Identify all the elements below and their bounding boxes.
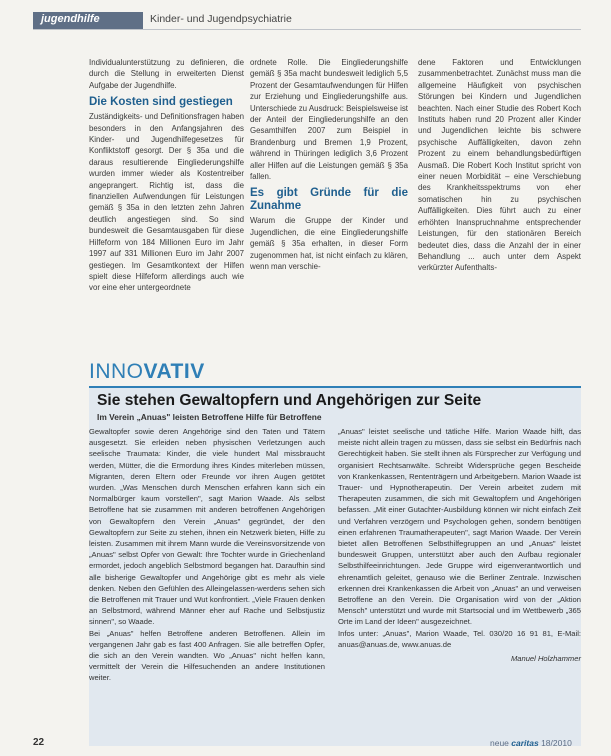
section-subtitle: Kinder- und Jugendpsychiatrie [150,13,292,25]
box-column-left [89,426,325,684]
article-paragraph: Zuständigkeits- und Definitionsfragen haben besonders in den Anfangsjahren des Kinder- und Jugendhilfegesetzes für Konfliktstoff gesorgt. Der § 35a und die daraus resultierende Eingliederungshilfe wurden immer wieder als Kostentreiber angeprangert. Richtig ist, dass die finanziellen Aufwendungen für Leistungen gemäß § 35a in den letzten zehn Jahren deutlich angestiegen sind. So sind bundesweit die Gesamtausgaben für diese Hilfeform von 184 Millionen Euro im Jahr 1997 auf 331 Millionen Euro im Jahr 2007 gestiegen. Im Gesamtkontext der Hilfen spielt diese Hilfeform allerdings auch wie vor eine eher untergeordnete [89,112,244,293]
section-tab [33,12,143,29]
publication-issue: 18/2010 [538,738,572,748]
section-tab-label: jugendhilfe [41,13,100,25]
publication-prefix: neue [490,738,512,748]
box-paragraph: Bei „Anuas" helfen Betroffene anderen Betroffenen. Allein im vergangenen Jahr gab es fast 400 Anfragen. Sie alle betreffen Opfer, die sich an den Verein wandten. Wo „Anuas" nicht helfen kann, vermittelt der Verein die Hilfesuchenden an andere Institutionen weiter. [89,628,325,683]
article-column-3 [418,57,581,274]
article-heading-reasons: Es gibt Gründe für die Zunahme [250,187,408,213]
box-paragraph: Gewaltopfer sowie deren Angehörige sind den Taten und Tätern ausgesetzt. Sie erleiden neben physischen Verletzungen auch seelische Traumata: Kinder, die viele hundert Mal missbraucht werden, Mütter, die die Ermordung ihres Kindes miterleben müssen, Migranten, deren Eltern oder Freunde vor ihren Augen getötet wurden. „Was Menschen durch Menschen erfahren kann sich ein Normalbürger kaum vorstellen", sagt Marion Waade. Als selbst Betroffene hat sie zusammen mit anderen betroffenen Angehörigen von Gewaltopfern den Verein „Anuas" gegründet, der den Gewaltopfern zur Seite zu stehen, ihnen ein Netzwerk bieten, Hilfe zu leisten. Zusammen mit ihrem Mann wurde die Vereinsvorsitzende von „Anuas" selbst Opfer von Gewalt: Ihre Tochter wurde in Griechenland ermordet, jedoch angeblich Selbstmord begangen hat. Daraufhin sind alle bisherige Gewaltopfer und Angehörige gibt es mehr als viele denken. Neben den Gefühlen des Alleingelassen-werdens sehen sich die Betroffenen mit Trauer und Wut konfrontiert. „Viele Frauen denken an Selbstmord, während Männer eher auf Rache und Selbstjustiz sinnen", so Waade. [89,427,325,627]
article-paragraph: Warum die Gruppe der Kinder und Jugendlichen, die eine Eingliederungshilfe gemäß § 35a erhalten, in dieser Form zugenommen hat, ist nicht einfach zu klären, wenn man verschie- [250,216,408,272]
article-paragraph: dene Faktoren und Entwicklungen zusammenbetrachtet. Zunächst muss man die allgemeine Häufigkeit von psychischen Störungen bei Kindern und Jugendlichen beachten. Nach einer Studie des Robert Koch Instituts haben rund 20 Prozent aller Kinder und Jugendlichen leichte bis schwere psychische Auffälligkeiten, davon zehn Prozent zu einem behandlungsbedürftigen Ausmaß. Die Robert Koch Institut spricht von einer neuen Morbidität – eine Verschiebung des Krankheitsspektrums von eher somatischen hin zu psychischen Auffälligkeiten. Dies führt auch zu einer erhöhten Inanspruchnahme entsprechender Leistungen, für den stationären Bereich bedeutet dies, dass die Anzahl der in einer Behandlung ... auch unter dem Aspekt verkürzter Aufenthalts- [418,58,581,273]
article-intro-text: Individualunterstützung zu definieren, die durch die Stellung in erweiterten Dienst Aufgabe der Jugendhilfe. [89,58,244,90]
header-divider [33,29,581,30]
article-paragraph: ordnete Rolle. Die Eingliederungshilfe gemäß § 35a macht bundesweit lediglich 5,5 Prozent der Gesamtaufwendungen für Hilfen zur Erziehung und Eingliederungshilfe aus. Unterschiede zu Ausdruck: Beispielsweise ist der Anteil der Eingliederungshilfe an den Gesamthilfen 2007 zum Beispiel in Brandenburg und Bremen 1,9 Prozent, während in Thüringen lediglich 3,6 Prozent aller Hilfen auf die Leistungen gemäß § 35a fallen. [250,58,408,182]
innovativ-label [89,360,205,384]
innovativ-prefix: INNO [89,360,144,383]
article-column-1 [89,57,244,294]
innovativ-suffix: VATIV [143,360,205,383]
box-paragraph: „Anuas" leistet seelische und tätliche Hilfe. Marion Waade hilft, das meiste nicht allein tragen zu müssen, dass sie selbst ein Bedürfnis nach Gerechtigkeit haben. Sie stellt ihnen als Fürsprecher zur Verfügung und organisiert Rechtsanwälte. Schreibt Widersprüche gegen Bescheide von Krankenkassen, Rententrägern und Arbeitgebern. Marion Waade ist Trauer- und Hypnotherapeutin. Der Verein arbeitet zudem mit Therapeuten zusammen, die sich mit Gewaltopfern und Angehörigen befassen. „Mit einer Gutachter-Ausbildung können wir nicht einfach Zeit und Verfahren verzögern und Psychologen gehen, sondern benötigen einen erfahrenen Traumatherapeuten", sagt Marion Waade. Der Verein bietet allen Betroffenen Selbsthilfegruppen an und „Anuas" leistet bundesweit Gruppen, unterstützt aber auch den Aufbau regionaler Selbsthilfeeinrichtungen. Jede Gruppe wird eigenverantwortlich und ehrenamtlich geleitet, genauso wie die Berliner Zentrale. Inzwischen erkennen drei Krankenkassen die Arbeit von „Anuas" an und verweisen Betroffene an den Verein. Die Organisation wird von der „Aktion Mensch" unterstützt und wurde mit Startsocial und im Wettbewerb „365 Orte im Land der Ideen" ausgezeichnet. [338,427,581,627]
page-number: 22 [33,737,45,748]
box-column-right [338,426,581,664]
publication-footer [490,738,572,748]
box-subtitle: Im Verein „Anuas" leisten Betroffene Hilfe für Betroffene [97,412,322,422]
box-author: Manuel Holzhammer [510,654,581,664]
box-info: Infos unter: „Anuas", Marion Waade, Tel. 030/20 16 91 81, E-Mail: anuas@anuas.de, www.anuas.de [338,628,581,649]
article-column-2 [250,57,408,273]
box-title: Sie stehen Gewaltopfern und Angehörigen zur Seite [97,392,482,409]
publication-brand: caritas [511,738,539,748]
article-heading-costs: Die Kosten sind gestiegen [89,96,233,109]
